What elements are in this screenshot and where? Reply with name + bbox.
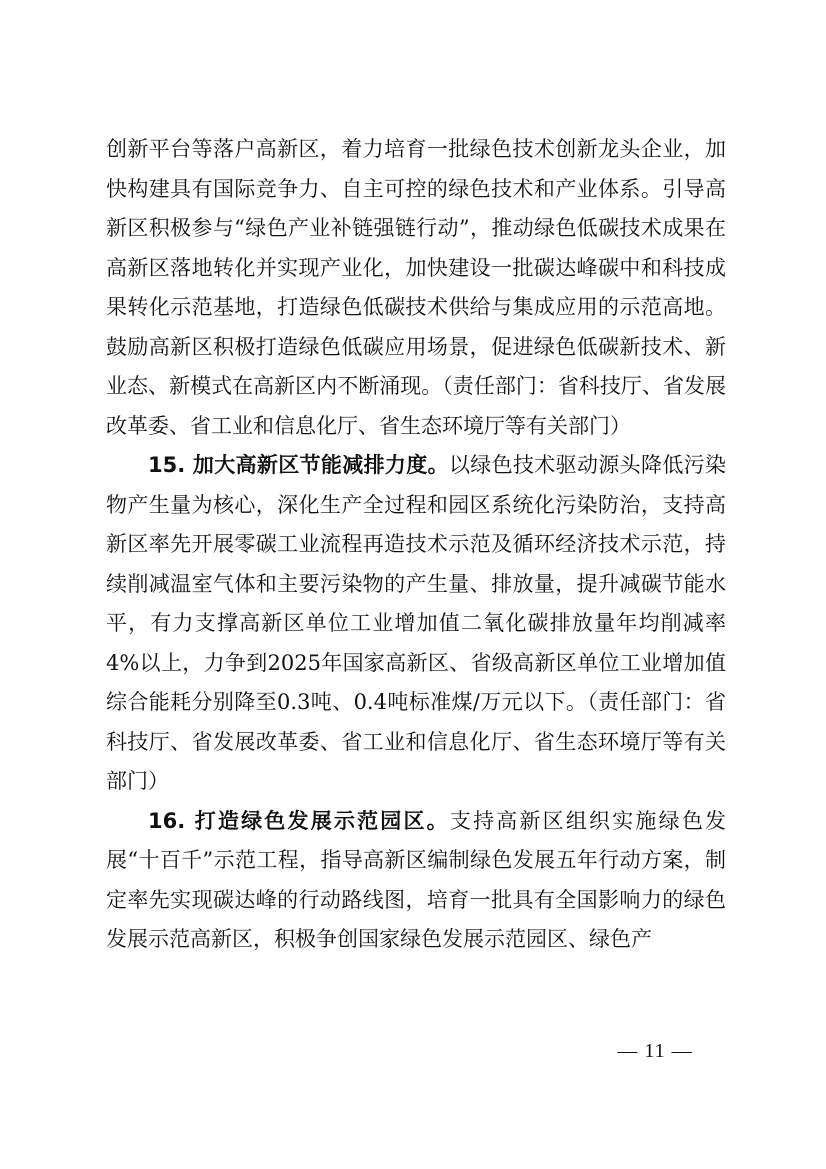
paragraph-15 bbox=[106, 446, 726, 802]
paragraph-text: 支持高新区组织实施绿色发展“十百千”示范工程，指导高新区编制绿色发展五年行动方案，制定率先实现碳达峰的行动路线图，培育一批具有全国影响力的绿色发展示范高新区，积极争创国家绿色发展示范园区、绿色产 bbox=[106, 808, 727, 951]
page-number: — 11 — bbox=[617, 1040, 693, 1062]
item-heading: 打造绿色发展示范园区。 bbox=[194, 808, 450, 833]
item-number: 16. bbox=[148, 808, 195, 833]
paragraph-text: 创新平台等落户高新区，着力培育一批绿色技术创新龙头企业，加快构建具有国际竞争力、自主可控的绿色技术和产业体系。引导高新区积极参与“绿色产业补链强链行动”，推动绿色低碳技术成果在高新区落地转化并实现产业化，加快建设一批碳达峰碳中和科技成果转化示范基地，打造绿色低碳技术供给与集成应用的示范高地。鼓励高新区积极打造绿色低碳应用场景，促进绿色低碳新技术、新业态、新模式在高新区内不断涌现。 bbox=[106, 137, 726, 398]
responsibility-note: （责任部门：省科技厅、省发展改革委、省工业和信息化厅、省生态环境厅等有关部门） bbox=[106, 374, 727, 438]
responsibility-note: （责任部门：省科技厅、省发展改革委、省工业和信息化厅、省生态环境厅等有关部门） bbox=[106, 690, 726, 793]
paragraph-text: 以绿色技术驱动源头降低污染物产生量为核心，深化生产全过程和园区系统化污染防治，支持高新区率先开展零碳工业流程再造技术示范及循环经济技术示范，持续削减温室气体和主要污染物的产生量、排放量，提升减碳节能水平，有力支撑高新区单位工业增加值二氧化碳排放量年均削减率4%以上，力争到2025年国家高新区、省级高新区单位工业增加值综合能耗分别降至0.3吨、0.4吨标准煤/万元以下。 bbox=[106, 453, 727, 714]
item-heading: 加大高新区节能减排力度。 bbox=[192, 453, 449, 477]
paragraph-16 bbox=[106, 802, 726, 960]
paragraph-continuation bbox=[106, 130, 726, 446]
item-number: 15. bbox=[148, 453, 193, 477]
body-text bbox=[106, 130, 726, 960]
